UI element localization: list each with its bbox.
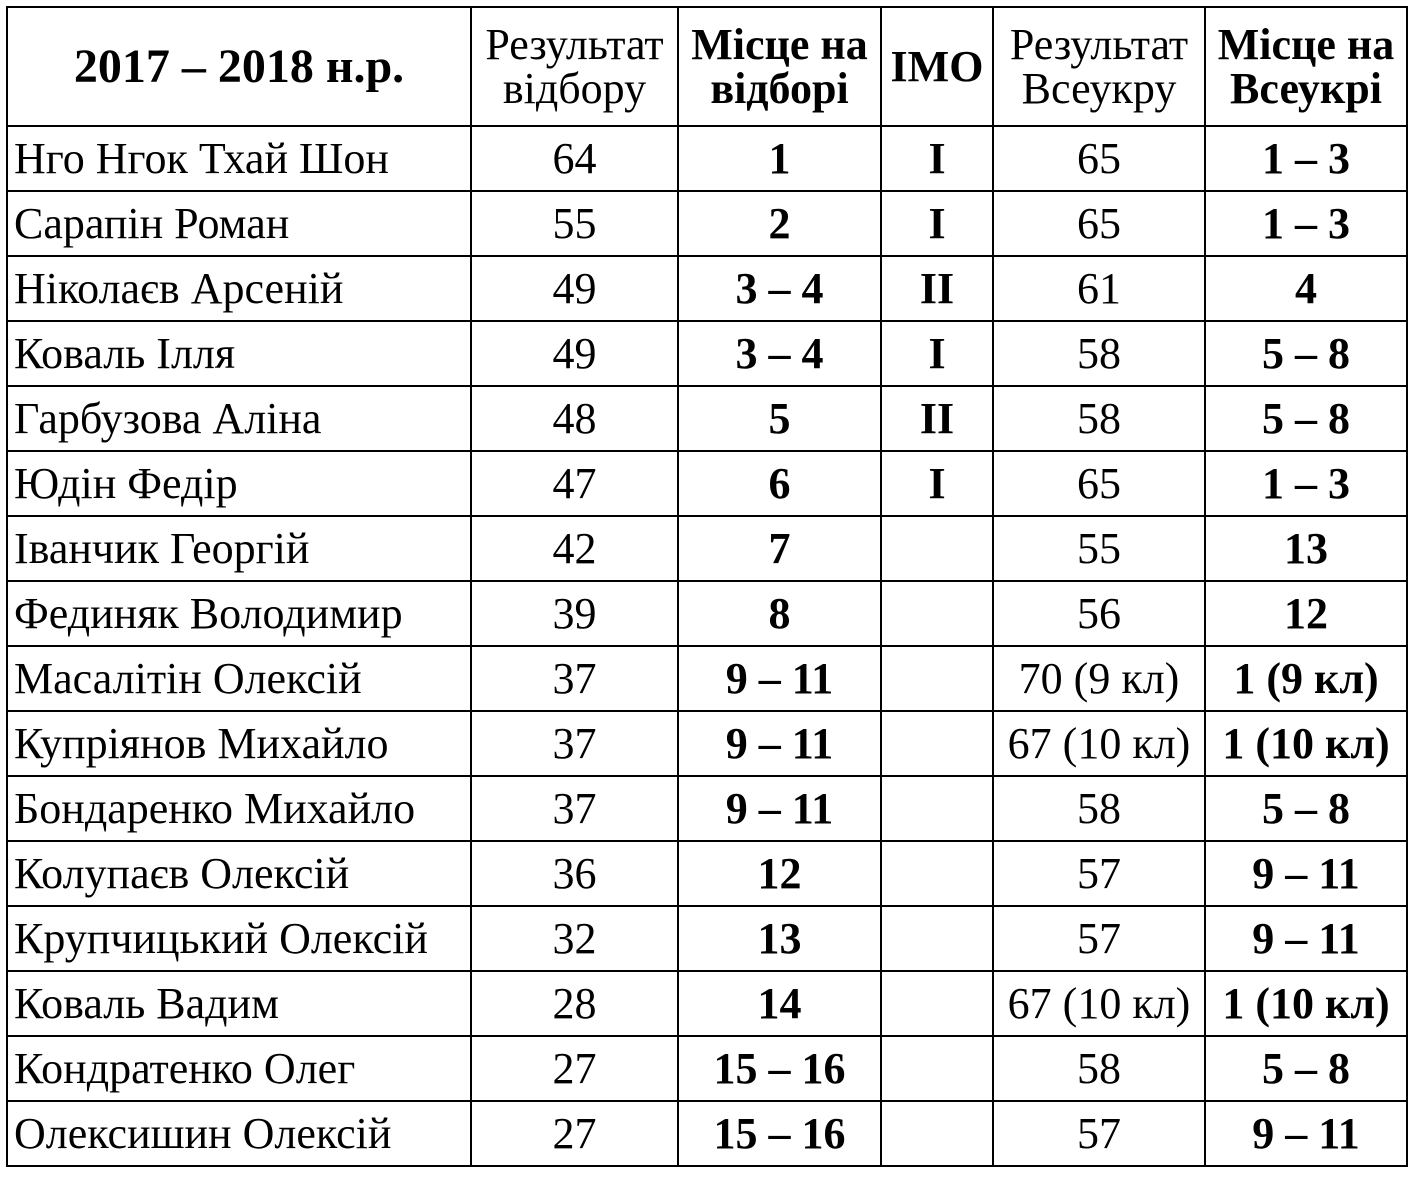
header-allukr-result-line-1: Результат bbox=[1009, 19, 1189, 69]
header-selection-result-line-2: відбору bbox=[502, 63, 647, 113]
allukr-result: 67 (10 кл) bbox=[993, 711, 1205, 776]
participant-name: Сарапін Роман bbox=[7, 191, 471, 256]
header-selection-place-line-1: Місце на bbox=[691, 19, 868, 69]
participant-name: Нго Нгок Тхай Шон bbox=[7, 126, 471, 191]
selection-result: 37 bbox=[471, 711, 678, 776]
imo-award bbox=[881, 1101, 993, 1166]
imo-award bbox=[881, 776, 993, 841]
selection-result: 49 bbox=[471, 256, 678, 321]
imo-award: II bbox=[881, 256, 993, 321]
imo-award: II bbox=[881, 386, 993, 451]
table-row bbox=[7, 841, 1407, 906]
allukr-result: 55 bbox=[993, 516, 1205, 581]
imo-award bbox=[881, 1036, 993, 1101]
selection-result: 48 bbox=[471, 386, 678, 451]
header-selection-result-line-1: Результат bbox=[485, 19, 664, 69]
selection-place: 6 bbox=[678, 451, 881, 516]
selection-result: 55 bbox=[471, 191, 678, 256]
allukr-place: 12 bbox=[1205, 581, 1407, 646]
table-row bbox=[7, 1101, 1407, 1166]
selection-place: 14 bbox=[678, 971, 881, 1036]
participant-name: Купріянов Михайло bbox=[7, 711, 471, 776]
table-row bbox=[7, 516, 1407, 581]
selection-place: 12 bbox=[678, 841, 881, 906]
selection-place: 13 bbox=[678, 906, 881, 971]
header-allukr-place-line-2: Всеукрі bbox=[1230, 63, 1382, 113]
header-selection-result bbox=[471, 7, 678, 126]
allukr-result: 58 bbox=[993, 1036, 1205, 1101]
allukr-place: 1 (10 кл) bbox=[1205, 971, 1407, 1036]
participant-name: Коваль Ілля bbox=[7, 321, 471, 386]
table-row bbox=[7, 126, 1407, 191]
participant-name: Масалітін Олексій bbox=[7, 646, 471, 711]
allukr-place: 1 – 3 bbox=[1205, 126, 1407, 191]
allukr-place: 5 – 8 bbox=[1205, 321, 1407, 386]
allukr-place: 1 (9 кл) bbox=[1205, 646, 1407, 711]
imo-award: I bbox=[881, 321, 993, 386]
selection-place: 9 – 11 bbox=[678, 711, 881, 776]
participant-name: Фединяк Володимир bbox=[7, 581, 471, 646]
allukr-result: 56 bbox=[993, 581, 1205, 646]
selection-place: 7 bbox=[678, 516, 881, 581]
olympiad-results-table bbox=[6, 6, 1408, 1167]
allukr-result: 65 bbox=[993, 451, 1205, 516]
selection-place: 2 bbox=[678, 191, 881, 256]
selection-result: 37 bbox=[471, 776, 678, 841]
participant-name: Гарбузова Аліна bbox=[7, 386, 471, 451]
allukr-result: 61 bbox=[993, 256, 1205, 321]
selection-place: 3 – 4 bbox=[678, 256, 881, 321]
imo-award bbox=[881, 516, 993, 581]
allukr-place: 5 – 8 bbox=[1205, 776, 1407, 841]
imo-award: I bbox=[881, 191, 993, 256]
selection-result: 39 bbox=[471, 581, 678, 646]
imo-award bbox=[881, 906, 993, 971]
participant-name: Бондаренко Михайло bbox=[7, 776, 471, 841]
selection-result: 37 bbox=[471, 646, 678, 711]
header-selection-place-line-2: відборі bbox=[710, 63, 849, 113]
allukr-result: 58 bbox=[993, 776, 1205, 841]
allukr-result: 70 (9 кл) bbox=[993, 646, 1205, 711]
selection-place: 8 bbox=[678, 581, 881, 646]
selection-result: 49 bbox=[471, 321, 678, 386]
selection-result: 32 bbox=[471, 906, 678, 971]
table-row bbox=[7, 256, 1407, 321]
header-allukr-result bbox=[993, 7, 1205, 126]
allukr-place: 9 – 11 bbox=[1205, 841, 1407, 906]
selection-place: 15 – 16 bbox=[678, 1101, 881, 1166]
imo-award bbox=[881, 971, 993, 1036]
header-allukr-place bbox=[1205, 7, 1407, 126]
table-row bbox=[7, 646, 1407, 711]
participant-name: Коваль Вадим bbox=[7, 971, 471, 1036]
participant-name: Олексишин Олексій bbox=[7, 1101, 471, 1166]
allukr-place: 9 – 11 bbox=[1205, 906, 1407, 971]
selection-place: 1 bbox=[678, 126, 881, 191]
allukr-place: 4 bbox=[1205, 256, 1407, 321]
selection-place: 3 – 4 bbox=[678, 321, 881, 386]
participant-name: Крупчицький Олексій bbox=[7, 906, 471, 971]
imo-award: I bbox=[881, 451, 993, 516]
table-row bbox=[7, 776, 1407, 841]
table-row bbox=[7, 906, 1407, 971]
header-allukr-result-line-2: Всеукру bbox=[1021, 63, 1177, 113]
header-imo: IMO bbox=[881, 7, 993, 126]
imo-award bbox=[881, 841, 993, 906]
participant-name: Юдін Федір bbox=[7, 451, 471, 516]
table-row bbox=[7, 971, 1407, 1036]
table-body bbox=[7, 126, 1407, 1166]
header-selection-place bbox=[678, 7, 881, 126]
table-row bbox=[7, 581, 1407, 646]
allukr-result: 65 bbox=[993, 191, 1205, 256]
table-row bbox=[7, 451, 1407, 516]
selection-place: 5 bbox=[678, 386, 881, 451]
allukr-result: 57 bbox=[993, 1101, 1205, 1166]
table-row bbox=[7, 386, 1407, 451]
allukr-place: 13 bbox=[1205, 516, 1407, 581]
allukr-result: 57 bbox=[993, 906, 1205, 971]
selection-result: 42 bbox=[471, 516, 678, 581]
selection-result: 27 bbox=[471, 1036, 678, 1101]
header-allukr-place-line-1: Місце на bbox=[1217, 19, 1395, 69]
table-row bbox=[7, 1036, 1407, 1101]
allukr-result: 58 bbox=[993, 321, 1205, 386]
allukr-place: 5 – 8 bbox=[1205, 386, 1407, 451]
selection-result: 36 bbox=[471, 841, 678, 906]
allukr-place: 1 – 3 bbox=[1205, 451, 1407, 516]
selection-result: 47 bbox=[471, 451, 678, 516]
selection-result: 28 bbox=[471, 971, 678, 1036]
table-row bbox=[7, 711, 1407, 776]
header-year: 2017 – 2018 н.р. bbox=[7, 7, 471, 126]
allukr-result: 57 bbox=[993, 841, 1205, 906]
selection-place: 15 – 16 bbox=[678, 1036, 881, 1101]
participant-name: Ніколаєв Арсеній bbox=[7, 256, 471, 321]
imo-award bbox=[881, 646, 993, 711]
imo-award: I bbox=[881, 126, 993, 191]
selection-result: 64 bbox=[471, 126, 678, 191]
selection-place: 9 – 11 bbox=[678, 646, 881, 711]
allukr-place: 5 – 8 bbox=[1205, 1036, 1407, 1101]
imo-award bbox=[881, 581, 993, 646]
selection-result: 27 bbox=[471, 1101, 678, 1166]
imo-award bbox=[881, 711, 993, 776]
selection-place: 9 – 11 bbox=[678, 776, 881, 841]
allukr-place: 9 – 11 bbox=[1205, 1101, 1407, 1166]
participant-name: Колупаєв Олексій bbox=[7, 841, 471, 906]
allukr-place: 1 – 3 bbox=[1205, 191, 1407, 256]
allukr-place: 1 (10 кл) bbox=[1205, 711, 1407, 776]
table-row bbox=[7, 191, 1407, 256]
participant-name: Кондратенко Олег bbox=[7, 1036, 471, 1101]
participant-name: Іванчик Георгій bbox=[7, 516, 471, 581]
table-header bbox=[7, 7, 1407, 126]
allukr-result: 67 (10 кл) bbox=[993, 971, 1205, 1036]
header-row bbox=[7, 7, 1407, 126]
allukr-result: 65 bbox=[993, 126, 1205, 191]
allukr-result: 58 bbox=[993, 386, 1205, 451]
table-row bbox=[7, 321, 1407, 386]
